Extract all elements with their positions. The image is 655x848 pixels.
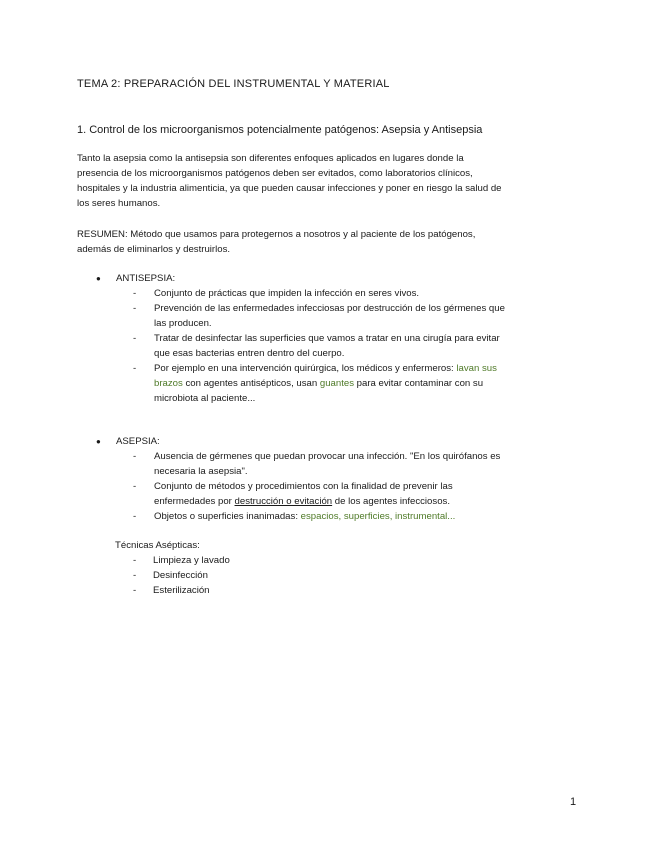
bullet-icon: ●	[96, 437, 101, 446]
bullet-icon: ●	[96, 274, 101, 283]
list-item-text: Limpieza y lavado	[153, 555, 230, 566]
highlight-text: lavan sus	[456, 363, 497, 374]
document-title: TEMA 2: PREPARACIÓN DEL INSTRUMENTAL Y MATERIAL	[77, 78, 390, 90]
dash-icon: -	[133, 333, 137, 344]
intro-line: Tanto la asepsia como la antisepsia son diferentes enfoques aplicados en lugares donde la	[77, 153, 464, 164]
asepsia-list	[96, 449, 500, 524]
list-item-text: de los agentes infecciosos.	[332, 496, 450, 507]
dash-icon: -	[133, 451, 137, 462]
asepsia-heading	[96, 434, 500, 449]
list-item-text: Ausencia de gérmenes que puedan provocar una infección. "En los quirófanos es	[154, 451, 501, 462]
list-item-text: Prevención de las enfermedades infecciosas por destrucción de los gérmenes que	[154, 303, 505, 314]
list-item	[96, 301, 505, 331]
highlight-text: guantes	[319, 378, 355, 389]
list-item	[115, 583, 230, 598]
list-item-text: microbiota al paciente...	[154, 393, 256, 404]
list-item	[115, 553, 230, 568]
list-item	[96, 331, 505, 361]
list-item-line	[154, 509, 500, 524]
list-item	[115, 568, 230, 583]
dash-icon: -	[133, 481, 137, 492]
list-item-text: enfermedades por	[154, 496, 235, 507]
dash-icon: -	[133, 555, 137, 566]
list-item-text: con agentes antisépticos, usan	[182, 378, 320, 389]
list-item-text: Desinfección	[153, 570, 208, 581]
list-item-text: Por ejemplo en una intervención quirúrgica, los médicos y enfermeros:	[154, 363, 457, 374]
tecnicas-heading: Técnicas Asépticas:	[115, 540, 200, 551]
list-item-text: Objetos o superficies inanimadas:	[154, 511, 301, 522]
dash-icon: -	[133, 585, 137, 596]
list-item-line	[154, 494, 500, 509]
list-item-text: Conjunto de métodos y procedimientos con la finalidad de prevenir las	[154, 481, 453, 492]
section-heading: 1. Control de los microorganismos potencialmente patógenos: Asepsia y Antisepsia	[77, 124, 483, 136]
list-item-line	[154, 361, 505, 376]
list-item-text: Conjunto de prácticas que impiden la infección en seres vivos.	[154, 288, 420, 299]
asepsia-section	[96, 434, 500, 524]
list-item-text: que esas bacterias entren dentro del cuerpo.	[154, 348, 345, 359]
dash-icon: -	[133, 288, 137, 299]
resumen-line: RESUMEN: Método que usamos para protegernos a nosotros y al paciente de los patógenos,	[77, 229, 476, 240]
tecnicas-asepticas	[115, 538, 230, 598]
page-number: 1	[570, 796, 577, 808]
intro-line: presencia de los microorganismos patógenos deben ser evitados, como laboratorios clínicos,	[77, 168, 473, 179]
dash-icon: -	[133, 511, 137, 522]
intro-line: los seres humanos.	[77, 198, 161, 209]
list-item-line	[154, 376, 505, 391]
intro-line: hospitales y la industria alimenticia, ya que pueden causar infecciones y poner en riesgo la salud de	[77, 183, 502, 194]
list-item	[96, 449, 500, 479]
antisepsia-list	[96, 286, 505, 406]
antisepsia-heading	[96, 271, 505, 286]
antisepsia-section	[96, 271, 505, 406]
dash-icon: -	[133, 570, 137, 581]
dash-icon: -	[133, 303, 137, 314]
highlight-text: espacios, superficies, instrumental...	[300, 511, 456, 522]
resumen-paragraph	[77, 227, 577, 257]
resumen-line: además de eliminarlos y destruirlos.	[77, 244, 231, 255]
list-item	[96, 361, 505, 406]
intro-paragraph	[77, 151, 577, 211]
list-item	[96, 509, 500, 524]
list-item	[96, 479, 500, 509]
antisepsia-heading-text: ANTISEPSIA:	[116, 273, 176, 284]
highlight-text: brazos	[154, 378, 183, 389]
list-item-text: Esterilización	[153, 585, 210, 596]
list-item	[96, 286, 505, 301]
list-item-text: las producen.	[154, 318, 212, 329]
asepsia-heading-text: ASEPSIA:	[116, 436, 160, 447]
list-item-text: para evitar contaminar con su	[354, 378, 484, 389]
list-item-text: Tratar de desinfectar las superficies que vamos a tratar en una cirugía para evitar	[154, 333, 500, 344]
underlined-text: destrucción o evitación	[234, 496, 333, 507]
dash-icon: -	[133, 363, 137, 374]
list-item-text: necesaria la asepsia".	[154, 466, 248, 477]
